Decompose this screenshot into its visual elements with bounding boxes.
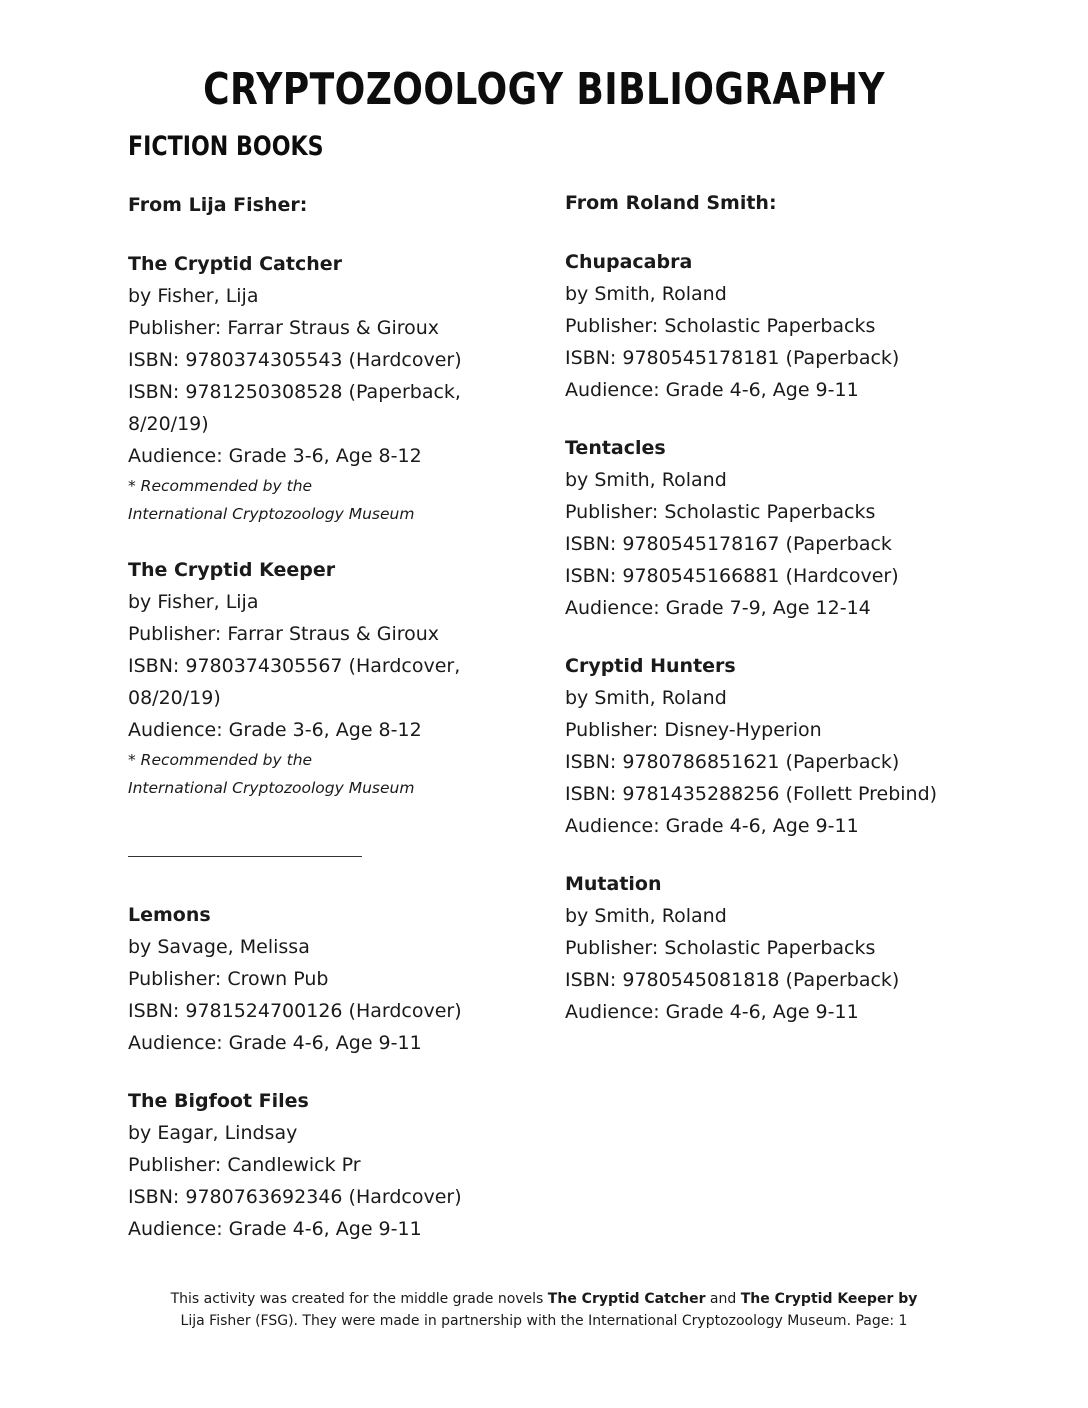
book-isbn: ISBN: 9780545178181 (Paperback) bbox=[565, 347, 900, 369]
footer-book-title: The Cryptid Keeper by bbox=[740, 1291, 918, 1307]
book-audience: Audience: Grade 4-6, Age 9-11 bbox=[565, 815, 859, 837]
book-title: The Bigfoot Files bbox=[128, 1090, 309, 1112]
book-isbn: ISBN: 9780545081818 (Paperback) bbox=[565, 969, 900, 991]
book-isbn: ISBN: 9781524700126 (Hardcover) bbox=[128, 1000, 462, 1022]
book-entry bbox=[565, 432, 985, 624]
book-publisher: Publisher: Scholastic Paperbacks bbox=[565, 501, 876, 523]
section-title: FICTION BOOKS bbox=[128, 131, 324, 162]
book-isbn: ISBN: 9780374305543 (Hardcover) bbox=[128, 349, 462, 371]
book-isbn: ISBN: 9781250308528 (Paperback, 8/20/19) bbox=[128, 381, 461, 435]
book-title: Lemons bbox=[128, 904, 211, 926]
book-note: * Recommended by the bbox=[128, 751, 313, 769]
book-entry bbox=[128, 554, 508, 802]
book-audience: Audience: Grade 4-6, Age 9-11 bbox=[565, 379, 859, 401]
book-title: Mutation bbox=[565, 873, 662, 895]
author-heading-smith: From Roland Smith: bbox=[565, 192, 777, 214]
book-publisher: Publisher: Farrar Straus & Giroux bbox=[128, 623, 440, 645]
author-heading-fisher: From Lija Fisher: bbox=[128, 194, 308, 216]
book-isbn: ISBN: 9780763692346 (Hardcover) bbox=[128, 1186, 462, 1208]
book-author: by Eagar, Lindsay bbox=[128, 1122, 298, 1144]
book-entry bbox=[565, 246, 985, 406]
book-author: by Smith, Roland bbox=[565, 687, 727, 709]
book-audience: Audience: Grade 4-6, Age 9-11 bbox=[565, 1001, 859, 1023]
book-publisher: Publisher: Farrar Straus & Giroux bbox=[128, 317, 440, 339]
footer-book-title: The Cryptid Catcher bbox=[547, 1291, 706, 1307]
book-author: by Fisher, Lija bbox=[128, 591, 259, 613]
divider bbox=[128, 856, 362, 857]
book-isbn: ISBN: 9780545166881 (Hardcover) bbox=[565, 565, 899, 587]
book-isbn: ISBN: 9780545178167 (Paperback bbox=[565, 533, 892, 555]
book-publisher: Publisher: Scholastic Paperbacks bbox=[565, 937, 876, 959]
book-isbn: ISBN: 9780374305567 (Hardcover, 08/20/19) bbox=[128, 655, 461, 709]
left-column bbox=[128, 188, 508, 1271]
book-publisher: Publisher: Crown Pub bbox=[128, 968, 329, 990]
book-audience: Audience: Grade 4-6, Age 9-11 bbox=[128, 1218, 422, 1240]
book-note: * Recommended by the bbox=[128, 477, 313, 495]
book-publisher: Publisher: Disney-Hyperion bbox=[565, 719, 822, 741]
book-isbn: ISBN: 9780786851621 (Paperback) bbox=[565, 751, 900, 773]
book-title: Tentacles bbox=[565, 437, 666, 459]
book-entry bbox=[128, 248, 508, 528]
footer-note bbox=[150, 1288, 938, 1332]
book-author: by Savage, Melissa bbox=[128, 936, 310, 958]
book-audience: Audience: Grade 3-6, Age 8-12 bbox=[128, 445, 422, 467]
book-audience: Audience: Grade 3-6, Age 8-12 bbox=[128, 719, 422, 741]
book-entry bbox=[565, 868, 985, 1028]
footer-text: This activity was created for the middle grade novels bbox=[170, 1291, 548, 1307]
book-entry bbox=[565, 650, 985, 842]
book-title: The Cryptid Catcher bbox=[128, 253, 342, 275]
book-audience: Audience: Grade 4-6, Age 9-11 bbox=[128, 1032, 422, 1054]
book-author: by Fisher, Lija bbox=[128, 285, 259, 307]
book-entry bbox=[128, 899, 508, 1059]
right-column bbox=[565, 186, 985, 1054]
book-publisher: Publisher: Candlewick Pr bbox=[128, 1154, 361, 1176]
book-publisher: Publisher: Scholastic Paperbacks bbox=[565, 315, 876, 337]
book-entry bbox=[128, 1085, 508, 1245]
book-audience: Audience: Grade 7-9, Age 12-14 bbox=[565, 597, 871, 619]
book-author: by Smith, Roland bbox=[565, 905, 727, 927]
book-isbn: ISBN: 9781435288256 (Follett Prebind) bbox=[565, 783, 938, 805]
footer-text: and bbox=[705, 1291, 741, 1307]
book-note: International Cryptozoology Museum bbox=[128, 505, 415, 523]
footer-text: Lija Fisher (FSG). They were made in partnership with the International Cryptozoology Museum. Page: 1 bbox=[180, 1313, 908, 1329]
book-title: The Cryptid Keeper bbox=[128, 559, 336, 581]
book-title: Chupacabra bbox=[565, 251, 693, 273]
book-note: International Cryptozoology Museum bbox=[128, 779, 415, 797]
book-title: Cryptid Hunters bbox=[565, 655, 736, 677]
book-author: by Smith, Roland bbox=[565, 283, 727, 305]
book-author: by Smith, Roland bbox=[565, 469, 727, 491]
page-title: CRYPTOZOOLOGY BIBLIOGRAPHY bbox=[203, 64, 885, 115]
